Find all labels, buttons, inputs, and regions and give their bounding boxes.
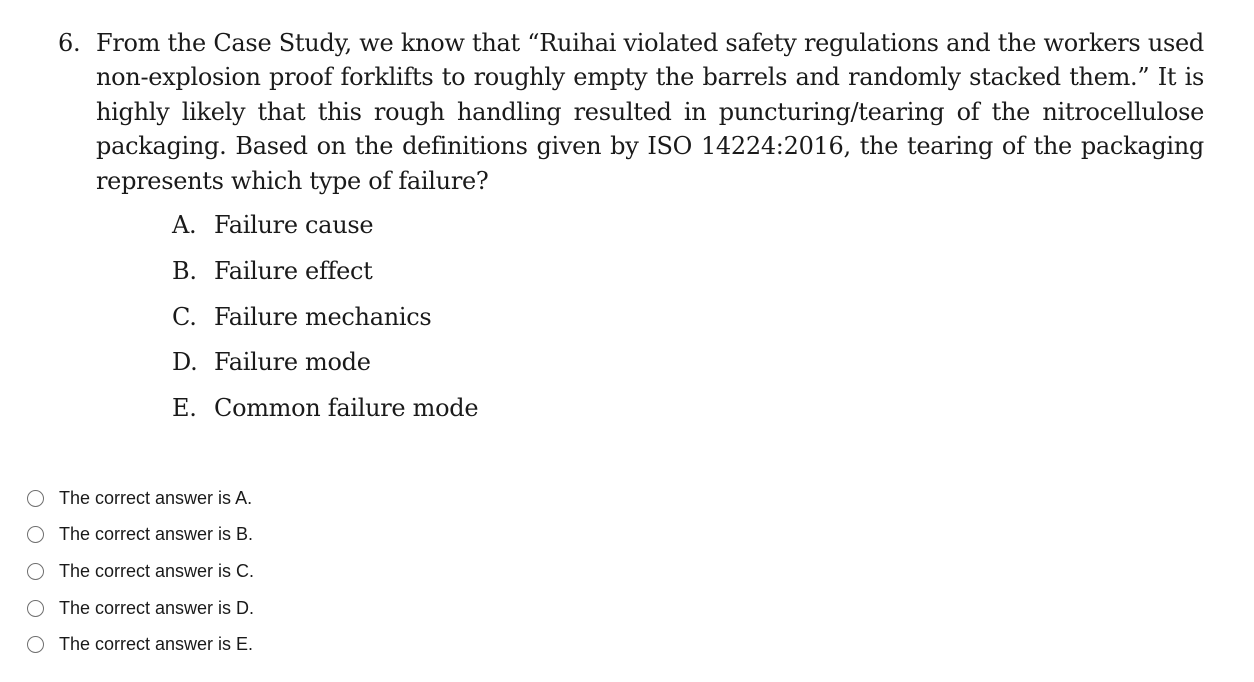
answer-option-b[interactable] — [27, 517, 254, 554]
question-number: 6. — [58, 29, 81, 57]
choice-letter: E. — [172, 394, 197, 423]
choice-text: Failure cause — [214, 211, 374, 239]
choice-letter: D. — [172, 348, 198, 377]
radio-button-b[interactable] — [27, 526, 44, 543]
question-row — [58, 26, 1204, 198]
choice-item-d — [172, 343, 478, 389]
answer-label[interactable]: The correct answer is A. — [59, 487, 253, 508]
choice-text: Common failure mode — [214, 394, 479, 423]
answer-option-d[interactable] — [27, 590, 254, 627]
question-text: From the Case Study, we know that “Ruihai violated safety regulations and the workers used non-explosion proof forklifts to roughly empty the barrels and randomly stacked them.” It is highly likely that this rough handling resulted in puncturing/tearing of the nitrocellulose packaging. Based on the definitions given by ISO 14224:2016, the tearing of the packaging represents which type of failure? — [96, 29, 1204, 195]
radio-button-e[interactable] — [27, 636, 44, 653]
choice-text: Failure mode — [214, 348, 371, 377]
answer-label[interactable]: The correct answer is D. — [59, 597, 255, 618]
choice-list — [172, 206, 478, 435]
question-block — [58, 26, 1204, 198]
choice-text: Failure effect — [214, 256, 373, 285]
answer-options — [27, 480, 254, 663]
answer-label[interactable]: The correct answer is C. — [59, 560, 255, 581]
answer-option-e[interactable] — [27, 626, 254, 663]
choice-letter: C. — [172, 302, 197, 331]
answer-option-a[interactable] — [27, 480, 254, 517]
choice-item-e — [172, 389, 478, 435]
radio-button-c[interactable] — [27, 563, 44, 580]
choice-text: Failure mechanics — [214, 302, 432, 331]
choice-letter: A. — [172, 211, 197, 239]
radio-button-d[interactable] — [27, 600, 44, 617]
choice-letter: B. — [172, 256, 197, 285]
answer-label[interactable]: The correct answer is E. — [59, 634, 254, 655]
choice-item-b — [172, 252, 478, 298]
choice-item-c — [172, 298, 478, 344]
answer-option-c[interactable] — [27, 553, 254, 590]
choice-item-a — [172, 206, 478, 252]
radio-button-a[interactable] — [27, 490, 44, 507]
answer-label[interactable]: The correct answer is B. — [59, 524, 254, 545]
